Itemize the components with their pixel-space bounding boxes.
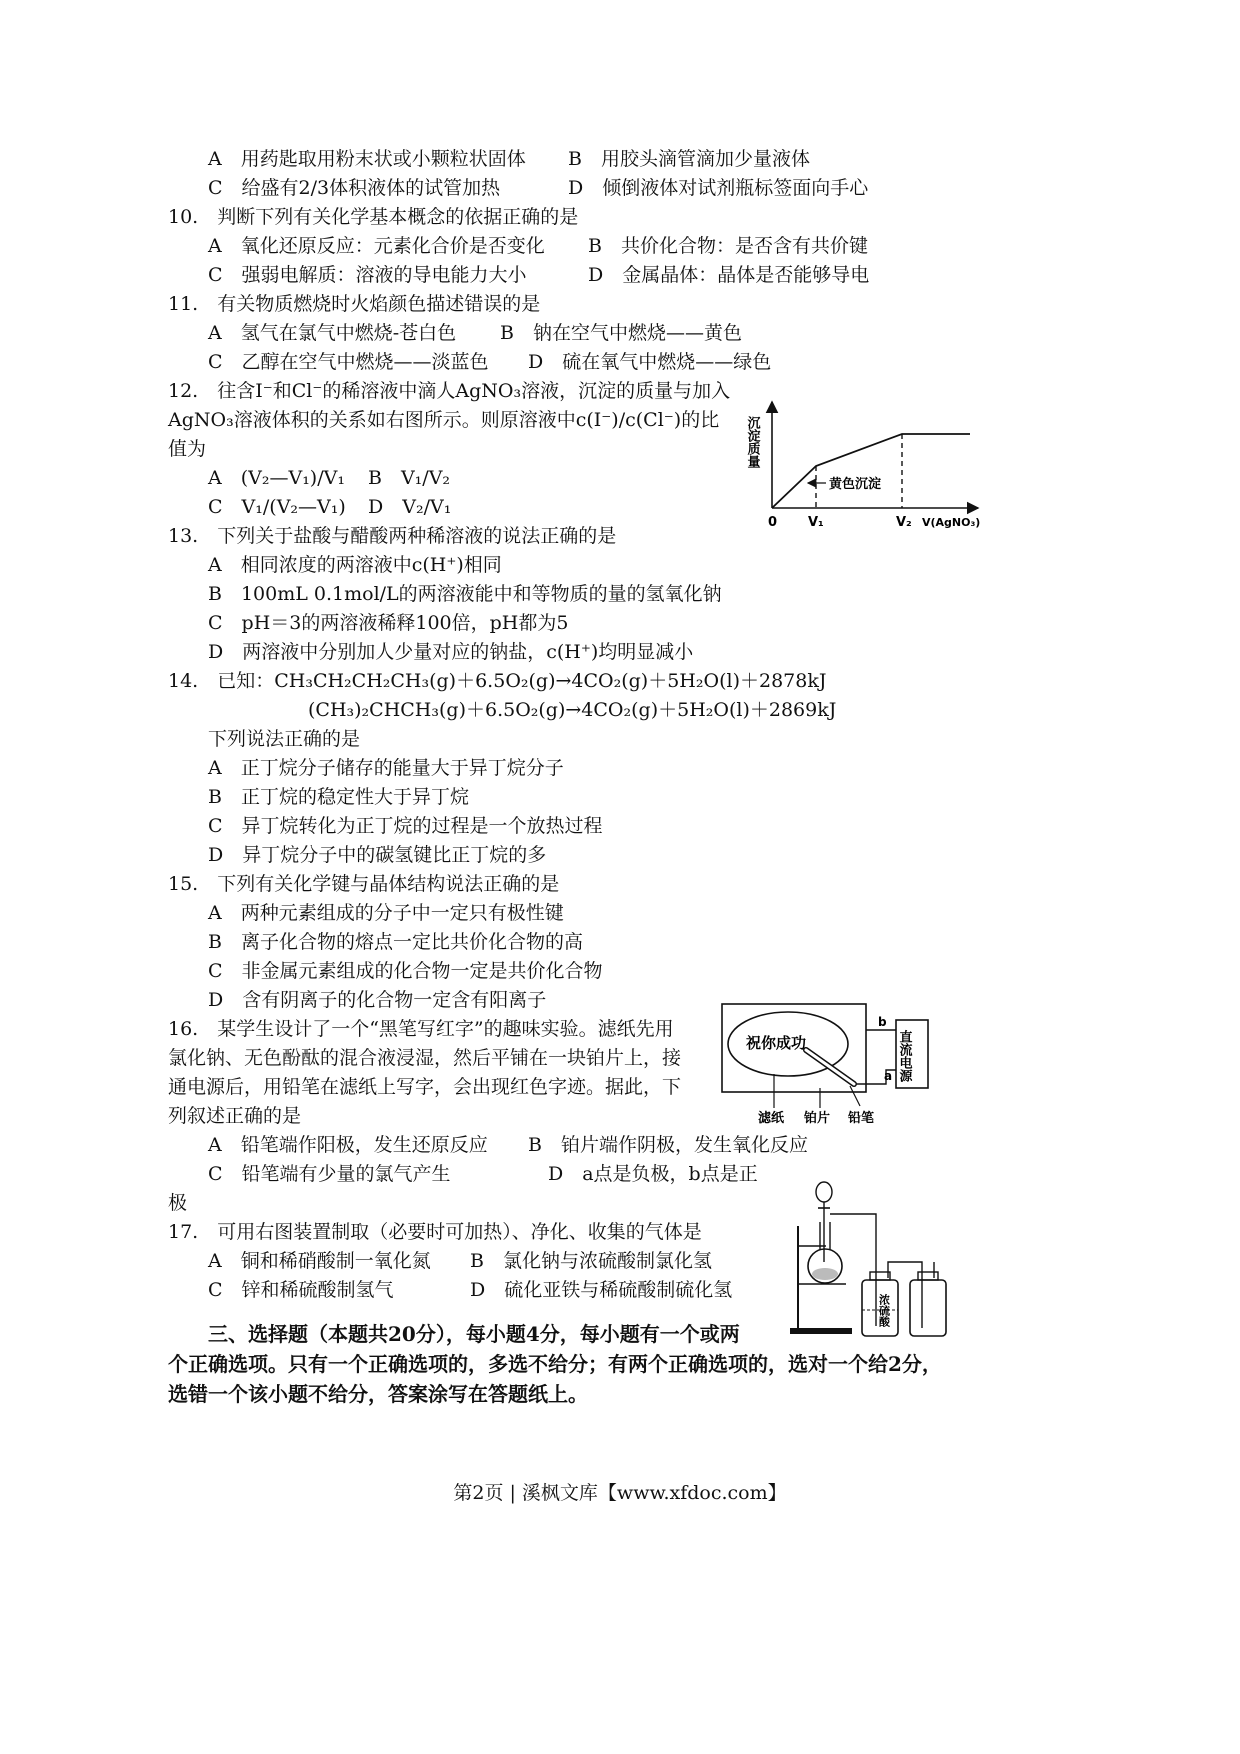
stand-base — [790, 1328, 852, 1334]
q11-option-b: B 钠在空气中燃烧——黄色 — [500, 322, 742, 344]
gas-apparatus-figure — [790, 1178, 950, 1344]
q12-option-a: A (V₂—V₁)/V₁ — [208, 467, 345, 489]
q9-option-a: A 用药匙取用粉末状或小颗粒状固体 — [208, 148, 526, 170]
q12-option-d: D V₂/V₁ — [368, 496, 452, 518]
q9-option-b: B 用胶头滴管滴加少量液体 — [568, 148, 810, 170]
annotation-label: 黄色沉淀 — [829, 477, 882, 492]
q13-option-d: D 两溶液中分别加人少量对应的钠盐，c(H⁺)均明显减小 — [208, 641, 694, 663]
q12-option-c: C V₁/(V₂—V₁) — [208, 496, 346, 518]
q11-stem: 11. 有关物质燃烧时火焰颜色描述错误的是 — [168, 293, 541, 315]
q11-option-a: A 氢气在氯气中燃烧-苍白色 — [208, 322, 457, 344]
pencil-core — [806, 1050, 854, 1084]
q16-line3: 通电源后，用铅笔在滤纸上写字，会出现红色字迹。据此，下 — [168, 1076, 682, 1098]
q16-option-a: A 铅笔端作阳极，发生还原反应 — [208, 1134, 488, 1156]
pencil-pointer — [850, 1086, 860, 1106]
filter-paper-label: 滤纸 — [758, 1111, 785, 1126]
q10-option-c: C 强弱电解质：溶液的导电能力大小 — [208, 264, 527, 286]
dc-power-label: 直流电源 — [896, 1030, 912, 1082]
q13-stem: 13. 下列关于盐酸与醋酸两种稀溶液的说法正确的是 — [168, 525, 617, 547]
y-axis-label: 沉淀质量 — [744, 416, 760, 468]
q9-option-d: D 倾倒液体对试剂瓶标签面向手心 — [568, 177, 869, 199]
q17-option-a: A 铜和稀硝酸制一氧化氮 — [208, 1250, 431, 1272]
platinum-label: 铂片 — [804, 1111, 831, 1126]
electrolysis-figure — [718, 1000, 940, 1128]
q12-line1: 12. 往含I⁻和Cl⁻的稀溶液中滴人AgNO₃溶液，沉淀的质量与加入 — [168, 380, 731, 402]
q13-option-a: A 相同浓度的两溶液中c(H⁺)相同 — [208, 554, 502, 576]
q14-prompt: 下列说法正确的是 — [208, 728, 361, 750]
q11-option-c: C 乙醇在空气中燃烧——淡蓝色 — [208, 351, 489, 373]
q12-line2: AgNO₃溶液体积的关系如右图所示。则原溶液中c(I⁻)/c(Cl⁻)的比 — [168, 409, 720, 431]
q16-option-c: C 铅笔端有少量的氯气产生 — [208, 1163, 451, 1185]
page-footer: 第2页 | 溪枫文库【www.xfdoc.com】 — [453, 1482, 787, 1504]
oval-text: 祝你成功 — [746, 1034, 807, 1052]
q10-option-d: D 金属晶体：晶体是否能够导电 — [588, 264, 870, 286]
q15-stem: 15. 下列有关化学键与晶体结构说法正确的是 — [168, 873, 560, 895]
q10-stem: 10. 判断下列有关化学基本概念的依据正确的是 — [168, 206, 579, 228]
q14-option-b: B 正丁烷的稳定性大于异丁烷 — [208, 786, 469, 808]
q17-stem: 17. 可用右图装置制取（必要时可加热）、净化、收集的气体是 — [168, 1221, 702, 1243]
q14-equation-2: (CH₃)₂CHCH₃(g)＋6.5O₂(g)→4CO₂(g)＋5H₂O(l)＋2869kJ — [308, 699, 837, 721]
q13-option-b: B 100mL 0.1mol/L的两溶液能中和等物质的量的氢氧化钠 — [208, 583, 722, 605]
acid-label: 浓硫酸 — [877, 1294, 891, 1327]
q16-line4: 列叙述正确的是 — [168, 1105, 302, 1127]
q12-line3: 值为 — [168, 438, 207, 460]
section3-line2: 个正确选项。只有一个正确选项的，多选不给分；有两个正确选项的，选对一个给2分， — [168, 1352, 942, 1376]
q9-option-c: C 给盛有2/3体积液体的试管加热 — [208, 177, 501, 199]
q16-option-d: D a点是负极，b点是正 — [548, 1163, 758, 1185]
section3-line3: 选错一个该小题不给分，答案涂写在答题纸上。 — [168, 1382, 588, 1406]
v2-label: V₂ — [896, 515, 912, 530]
q16-line2: 氯化钠、无色酚酞的混合液浸湿，然后平铺在一块铂片上，接 — [168, 1047, 682, 1069]
origin-label: 0 — [768, 515, 778, 530]
pencil-label: 铅笔 — [848, 1111, 875, 1126]
q16-option-d-continued: 极 — [168, 1192, 188, 1214]
q16-line1: 16. 某学生设计了一个“黑笔写红字”的趣味实验。滤纸先用 — [168, 1018, 674, 1040]
v1-label: V₁ — [808, 515, 824, 530]
q16-option-b: B 铂片端作阴极，发生氧化反应 — [528, 1134, 808, 1156]
q14-option-d: D 异丁烷分子中的碳氢键比正丁烷的多 — [208, 844, 547, 866]
section3-line1: 三、选择题（本题共20分），每小题4分，每小题有一个或两 — [208, 1322, 740, 1346]
delivery-tube-2 — [888, 1262, 922, 1288]
point-a-label: a — [884, 1069, 893, 1083]
collection-bottle — [910, 1280, 946, 1336]
flask-liquid — [812, 1268, 838, 1280]
q15-option-a: A 两种元素组成的分子中一定只有极性键 — [208, 902, 564, 924]
q14-stem: 14. 已知：CH₃CH₂CH₂CH₃(g)＋6.5O₂(g)→4CO₂(g)＋5H₂O(l)＋2878kJ — [168, 670, 827, 692]
q15-option-c: C 非金属元素组成的化合物一定是共价化合物 — [208, 960, 603, 982]
q11-option-d: D 硫在氧气中燃烧——绿色 — [528, 351, 772, 373]
q14-option-a: A 正丁烷分子储存的能量大于异丁烷分子 — [208, 757, 564, 779]
q17-option-c: C 锌和稀硫酸制氢气 — [208, 1279, 394, 1301]
q17-option-d: D 硫化亚铁与稀硫酸制硫化氢 — [470, 1279, 733, 1301]
q15-option-b: B 离子化合物的熔点一定比共价化合物的高 — [208, 931, 583, 953]
q12-option-b: B V₁/V₂ — [368, 467, 451, 489]
precipitate-graph — [744, 396, 990, 536]
precipitate-curve — [772, 434, 970, 508]
x-axis-label: V(AgNO₃) — [922, 516, 981, 529]
separatory-funnel — [816, 1182, 832, 1202]
q13-option-c: C pH＝3的两溶液稀释100倍，pH都为5 — [208, 612, 569, 634]
q17-option-b: B 氯化钠与浓硫酸制氯化氢 — [470, 1250, 712, 1272]
q10-option-b: B 共价化合物：是否含有共价键 — [588, 235, 868, 257]
q15-option-d: D 含有阴离子的化合物一定含有阳离子 — [208, 989, 547, 1011]
point-b-label: b — [878, 1015, 887, 1029]
q14-option-c: C 异丁烷转化为正丁烷的过程是一个放热过程 — [208, 815, 603, 837]
q10-option-a: A 氧化还原反应：元素化合价是否变化 — [208, 235, 545, 257]
